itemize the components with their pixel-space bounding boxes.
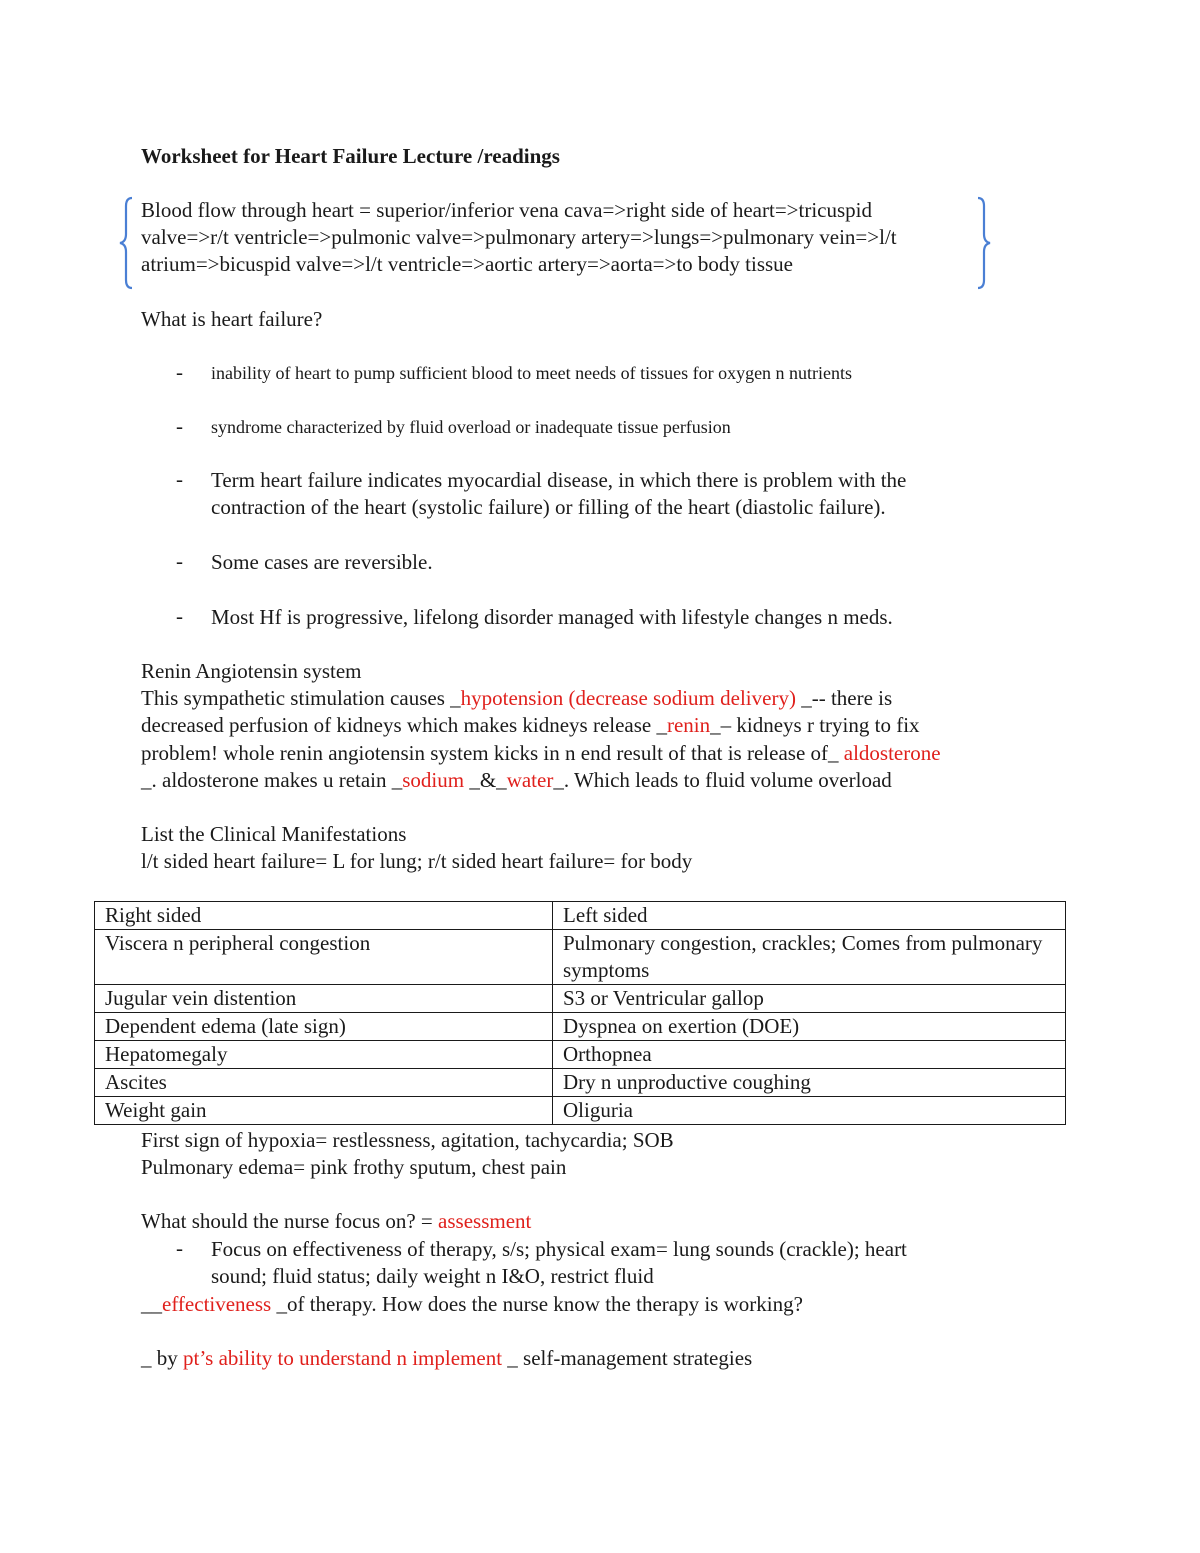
raas-line-1 <box>141 685 892 712</box>
hf-bullet-3-line-2: contraction of the heart (systolic failure) or filling of the heart (diastolic failure). <box>211 495 886 519</box>
nurse-text: _ by <box>141 1346 183 1370</box>
table-row <box>95 1097 1066 1125</box>
blood-flow-line-2: valve=>r/t ventricle=>pulmonic valve=>pulmonary artery=>lungs=>pulmonary vein=>l/t <box>141 225 897 249</box>
table-cell: Orthopnea <box>553 1041 1066 1069</box>
table-cell: Ascites <box>95 1069 553 1097</box>
effectiveness-line <box>141 1291 803 1318</box>
raas-text: _&_ <box>464 768 507 792</box>
nurse-focus-question <box>141 1208 531 1235</box>
nurse-bullet-line-2: sound; fluid status; daily weight n I&O, restrict fluid <box>211 1264 654 1288</box>
table-cell: Viscera n peripheral congestion <box>95 930 553 985</box>
blood-flow-line-3: atrium=>bicuspid valve=>l/t ventricle=>aortic artery=>aorta=>to body tissue <box>141 252 794 276</box>
hf-bullet-4: Some cases are reversible. <box>211 550 433 574</box>
table-cell: Weight gain <box>95 1097 553 1125</box>
bullet-dash: - <box>176 1236 183 1260</box>
manifestations-subheading: l/t sided heart failure= L for lung; r/t sided heart failure= for body <box>141 849 693 873</box>
bullet-dash: - <box>176 414 183 438</box>
nurse-answer-ability: pt’s ability to understand n implement <box>183 1346 503 1370</box>
table-row <box>95 985 1066 1013</box>
hf-bullet-5: Most Hf is progressive, lifelong disorder managed with lifestyle changes n meds. <box>211 605 893 629</box>
raas-answer-sodium: sodium <box>402 768 465 792</box>
table-cell: Hepatomegaly <box>95 1041 553 1069</box>
bullet-dash: - <box>176 360 183 384</box>
raas-text: decreased perfusion of kidneys which makes kidneys release _ <box>141 713 667 737</box>
raas-answer-renin: renin <box>666 713 711 737</box>
hf-bullet-1: inability of heart to pump sufficient blood to meet needs of tissues for oxygen n nutrients <box>211 363 853 383</box>
bullet-dash: - <box>176 467 183 491</box>
left-brace-icon <box>118 196 138 290</box>
table-cell: Dyspnea on exertion (DOE) <box>553 1013 1066 1041</box>
raas-answer-hypotension: hypotension (decrease sodium delivery) <box>460 686 796 710</box>
table-cell: Oliguria <box>553 1097 1066 1125</box>
table-row <box>95 1041 1066 1069</box>
table-cell: Dependent edema (late sign) <box>95 1013 553 1041</box>
nurse-answer-effectiveness: effectiveness <box>162 1292 272 1316</box>
blood-flow-line-1: Blood flow through heart = superior/inferior vena cava=>right side of heart=>tricuspid <box>141 198 873 222</box>
hf-bullet-2: syndrome characterized by fluid overload or inadequate tissue perfusion <box>211 417 731 437</box>
nurse-text: __ <box>141 1292 162 1316</box>
raas-answer-aldosterone: aldosterone <box>843 741 941 765</box>
nurse-text: What should the nurse focus on? = <box>141 1209 439 1233</box>
table-cell: Pulmonary congestion, crackles; Comes from pulmonary symptoms <box>553 930 1066 985</box>
hf-bullet-3-line-1: Term heart failure indicates myocardial disease, in which there is problem with the <box>211 468 907 492</box>
pulmonary-edema-note: Pulmonary edema= pink frothy sputum, chest pain <box>141 1155 567 1179</box>
raas-text: _-- there is <box>795 686 893 710</box>
manifestations-table <box>94 901 1066 1125</box>
table-row <box>95 1013 1066 1041</box>
raas-text: problem! whole renin angiotensin system kicks in n end result of that is release of_ <box>141 741 844 765</box>
what-is-hf-question: What is heart failure? <box>141 307 323 331</box>
table-cell: S3 or Ventricular gallop <box>553 985 1066 1013</box>
raas-text: _. Which leads to fluid volume overload <box>553 768 892 792</box>
raas-text: This sympathetic stimulation causes _ <box>141 686 461 710</box>
raas-text: _– kidneys r trying to fix <box>710 713 920 737</box>
self-management-line <box>141 1345 752 1372</box>
table-cell: Left sided <box>553 902 1066 930</box>
nurse-text: _of therapy. How does the nurse know the therapy is working? <box>271 1292 803 1316</box>
table-row <box>95 1069 1066 1097</box>
hypoxia-note: First sign of hypoxia= restlessness, agitation, tachycardia; SOB <box>141 1128 674 1152</box>
raas-answer-water: water <box>506 768 554 792</box>
nurse-text: _ self-management strategies <box>502 1346 753 1370</box>
manifestations-heading: List the Clinical Manifestations <box>141 822 407 846</box>
raas-line-2 <box>141 712 920 739</box>
table-cell: Right sided <box>95 902 553 930</box>
bullet-dash: - <box>176 604 183 628</box>
raas-text: _. aldosterone makes u retain _ <box>141 768 403 792</box>
nurse-bullet-line-1: Focus on effectiveness of therapy, s/s; physical exam= lung sounds (crackle); heart <box>211 1237 907 1261</box>
raas-line-3 <box>141 740 941 767</box>
nurse-answer-assessment: assessment <box>438 1209 532 1233</box>
table-cell: Dry n unproductive coughing <box>553 1069 1066 1097</box>
worksheet-title: Worksheet for Heart Failure Lecture /readings <box>141 144 560 168</box>
table-row <box>95 930 1066 985</box>
bullet-dash: - <box>176 549 183 573</box>
table-header-row <box>95 902 1066 930</box>
raas-heading: Renin Angiotensin system <box>141 659 362 683</box>
table-cell: Jugular vein distention <box>95 985 553 1013</box>
raas-line-4 <box>141 767 892 794</box>
right-brace-icon <box>972 196 992 290</box>
